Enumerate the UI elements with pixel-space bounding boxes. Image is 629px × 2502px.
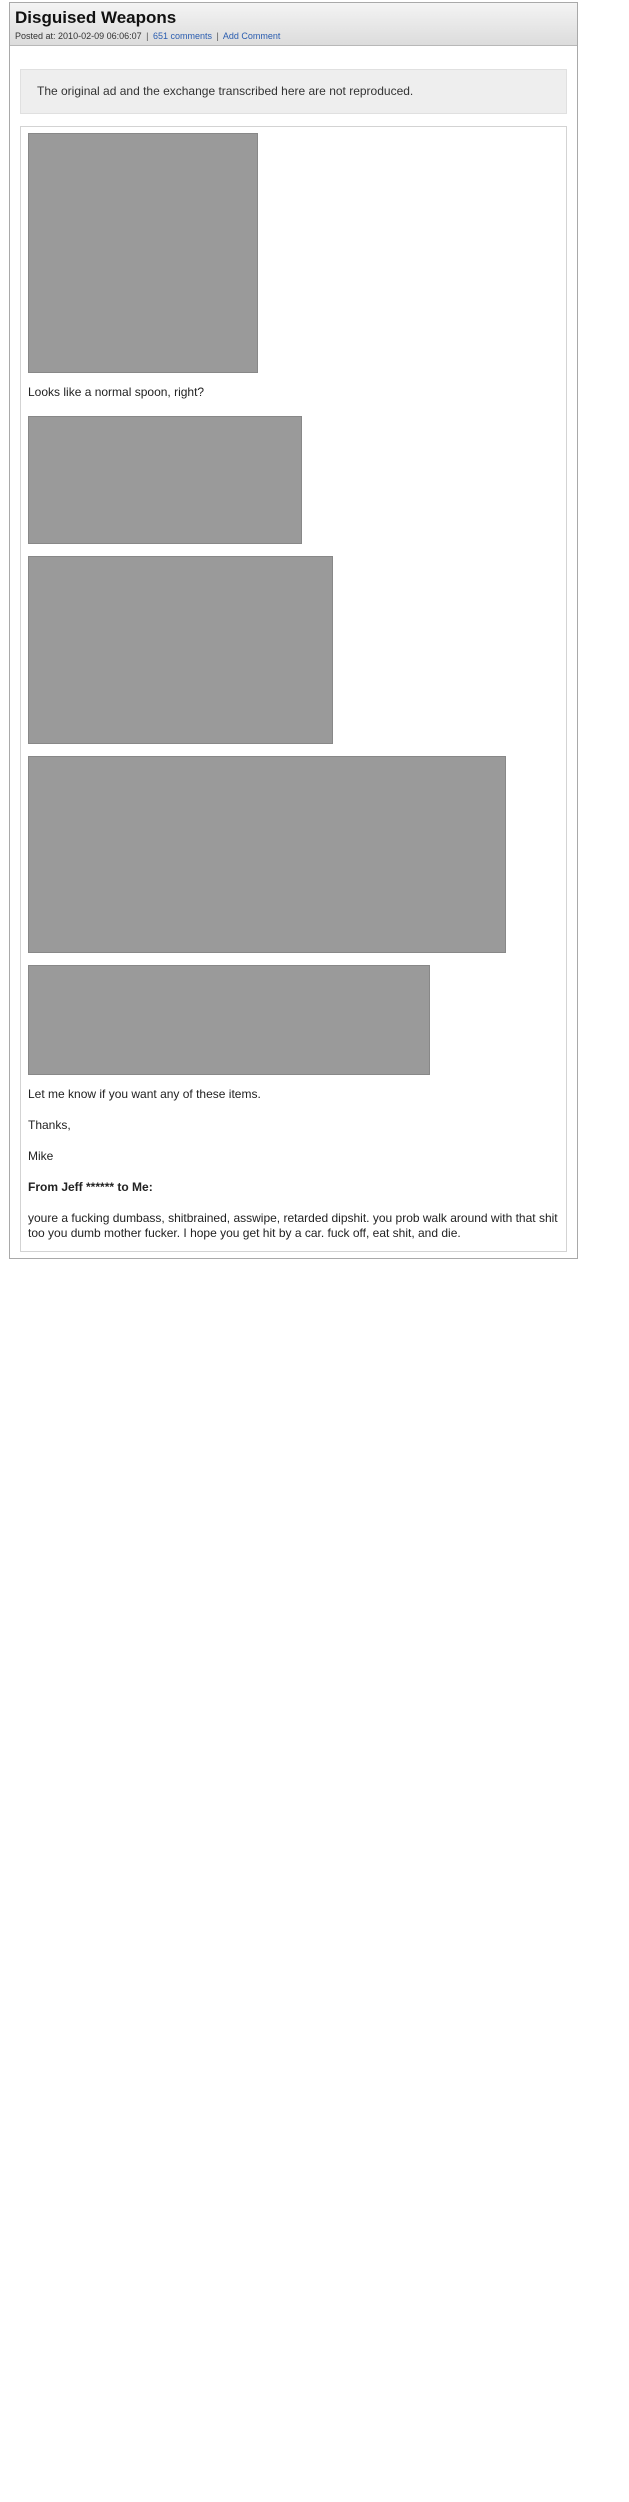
add-comment-link[interactable]: Add Comment [222,31,281,41]
message-header [28,1180,559,1195]
post-header [10,3,577,46]
photo-caption: Looks like a normal spoon, right? [28,385,205,399]
signature: Mike [28,1149,54,1163]
post-container [9,2,578,1259]
sign-off: Let me know if you want any of these items. [28,1087,261,1101]
photo-placeholder [28,965,430,1075]
post-title: Disguised Weapons [15,8,177,27]
photo-placeholder [28,756,506,953]
message-header-label: From Jeff ****** to Me: [28,1180,153,1194]
meta-separator: | [216,31,219,41]
comments-link[interactable]: 651 comments [153,31,213,41]
meta-separator: | [146,31,149,41]
thanks-line: Thanks, [28,1118,71,1132]
content-notice: The original ad and the exchange transcribed here are not reproduced. [20,69,567,114]
post-meta [15,31,572,41]
photo-placeholder [28,416,302,544]
final-message: youre a fucking dumbass, shitbrained, asswipe, retarded dipshit. you prob walk around with that shit too you dumb mother fucker. I hope you get hit by a car. fuck off, eat shit, and die. [28,1211,558,1240]
posted-label: Posted at: [15,31,56,41]
photo-placeholder [28,133,258,373]
photo-placeholder [28,556,333,744]
posted-date: 2010-02-09 06:06:07 [58,31,142,41]
story-body [20,126,567,1252]
